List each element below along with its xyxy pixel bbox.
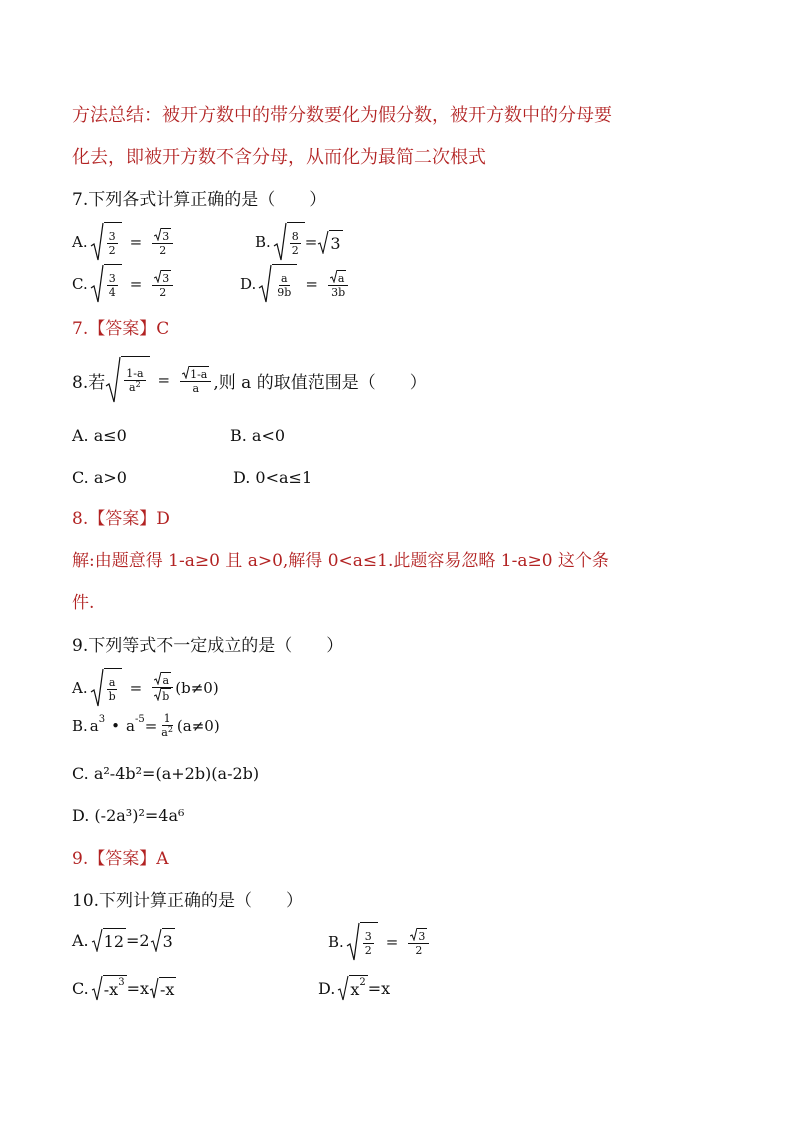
radical-sign: 12 [91, 928, 126, 952]
radical-sign: $\frac{8}{2}$ [273, 222, 305, 262]
q8-option-d: D. 0<a≤1 [233, 468, 313, 487]
q10-option-b: B. $\frac{3}{2}$ = $\frac{3}{2}$ [328, 922, 431, 962]
q7-option-b: B. $\frac{8}{2}$ = 3 [255, 222, 343, 262]
q7-option-d: D. $\frac{a}{9b}$ = $\frac{a}{3b}$ [240, 264, 350, 304]
radical-sign: $\frac{3}{2}$ [90, 222, 122, 262]
method-summary-line1: 方法总结：被开方数中的带分数要化为假分数，被开方数中的分母要 [72, 105, 612, 126]
q8-solution-line2: 件. [72, 593, 95, 613]
q8-option-c: C. a>0 [72, 468, 127, 487]
radical-sign: $\frac{1-a}{a^2}$ [105, 356, 149, 404]
q9-option-c: C. a²-4b²=(a+2b)(a-2b) [72, 764, 260, 783]
question-7-stem: 7.下列各式计算正确的是（ ） [72, 190, 327, 210]
radical-sign: -x [149, 977, 176, 999]
q8-answer: 8.【答案】D [72, 509, 170, 529]
q9-option-d: D. (-2a³)²=4a⁶ [72, 806, 185, 825]
radical-sign: $\frac{a}{9b}$ [258, 264, 297, 304]
radical-sign: $\frac{3}{2}$ [346, 922, 378, 962]
q7-option-a: A. $\frac{3}{2}$ = $\frac{3}{2}$ [72, 222, 175, 262]
question-9-stem: 9.下列等式不一定成立的是（ ） [72, 636, 344, 656]
q8-solution-line1: 解:由题意得 1-a≥0 且 a>0,解得 0<a≤1.此题容易忽略 1-a≥0 这个条 [72, 551, 609, 571]
q10-option-d: D. x 2 =x [318, 975, 390, 1001]
q9-option-b: B. a 3 • a -5 = $\frac{1}{a^2}$ (a≠0) [72, 712, 220, 739]
radical-sign: $\frac{a}{b}$ [90, 668, 122, 708]
q10-option-c: C. -x 3 =x -x [72, 975, 176, 1001]
q7-option-c: C. $\frac{3}{4}$ = $\frac{3}{2}$ [72, 264, 175, 304]
radical-sign: x 2 [337, 975, 367, 1001]
radical-sign: -x 3 [91, 975, 127, 1001]
q8-option-a: A. a≤0 [72, 426, 127, 445]
q7-answer: 7.【答案】C [72, 319, 170, 339]
q8-option-b: B. a<0 [230, 426, 286, 445]
question-8-stem: 8.若 $\frac{1-a}{a^2}$ = $\frac{1-a}{a}$ ,则 a 的取值范围是（ ） [72, 356, 427, 404]
q9-option-a: A. $\frac{a}{b}$ = $\frac{a}{b}$ (b≠0) [72, 668, 219, 708]
question-10-stem: 10.下列计算正确的是（ ） [72, 891, 304, 911]
method-summary-line2: 化去，即被开方数不含分母，从而化为最简二次根式 [72, 147, 486, 168]
q9-answer: 9.【答案】A [72, 849, 169, 869]
radical-sign: $\frac{3}{4}$ [90, 264, 122, 304]
radical-sign: 3 [317, 230, 342, 254]
radical-sign: 3 [150, 928, 175, 952]
q10-option-a: A. 12 =2 3 [72, 928, 175, 952]
